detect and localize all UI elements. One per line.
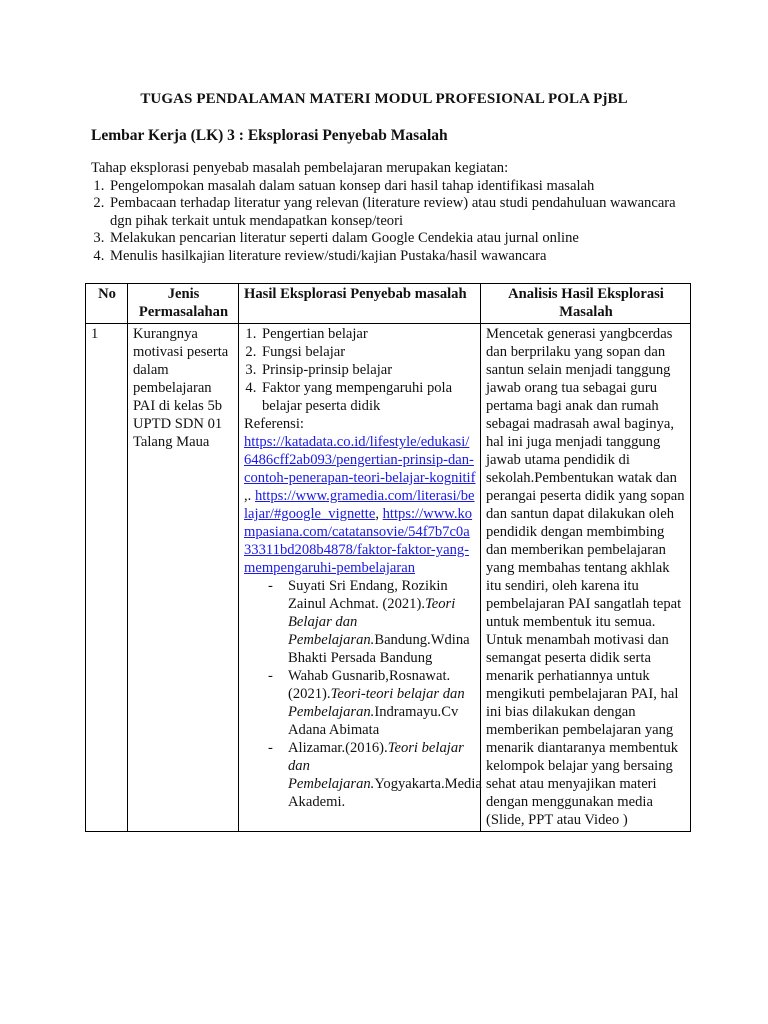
header-no: No bbox=[86, 284, 128, 324]
book-publisher: Bandung.Wdina Bhakti Persada Bandung bbox=[288, 632, 470, 666]
intro-section bbox=[91, 160, 691, 265]
steps-list bbox=[91, 178, 691, 266]
header-problem-type: Jenis Permasalahan bbox=[128, 284, 239, 324]
book-title: Teori Belajar dan Pembelajaran. bbox=[288, 596, 456, 648]
book-authors: Suyati Sri Endang, Rozikin Zainul Achmat. (2021). bbox=[288, 578, 448, 612]
book-authors: Wahab Gusnarib,Rosnawat.(2021). bbox=[288, 668, 451, 702]
link-separator: ,. bbox=[244, 488, 252, 504]
step-item: 1. Pengelompokan masalah dalam satuan konsep dari hasil tahap identifikasi masalah bbox=[108, 178, 691, 196]
book-publisher: Indramayu.Cv Adana Abimata bbox=[288, 704, 459, 738]
book-title: Teori-teori belajar dan Pembelajaran. bbox=[288, 686, 465, 720]
reference-link[interactable]: https://katadata.co.id/lifestyle/edukasi/6486cff2ab093/pengertian-prinsip-dan-contoh-penerapan-teori-belajar-kognitif bbox=[244, 434, 476, 486]
problem-cell: Kurangnya motivasi peserta dalam pembelajaran PAI di kelas 5b UPTD SDN 01 Talang Maua bbox=[128, 324, 239, 832]
table-row bbox=[86, 324, 691, 832]
book-item bbox=[244, 667, 476, 739]
reference-link[interactable]: https://www.kompasiana.com/catatansovie/54f7b7c0a33311bd208b4878/faktor-faktor-yang-mempengaruhi-pembelajaran bbox=[244, 506, 473, 576]
analysis-cell: Mencetak generasi yangbcerdas dan berprilaku yang sopan dan santun selain menjadi tanggung jawab orang tua sebagai guru pertama bagi anak dan rumah sebagai madrasah awal baginya, hal ini juga menjadi tanggung jawab utama pendidik di sekolah.Pembentukan watak dan perangai peserta didik yang sopan dan santun dapat dilakukan oleh pendidik dengan membimbing dan memberikan pembelajaran yang membahas tentang akhlak itu sendiri, oleh karena itu pembelajaran PAI sangatlah tepat untuk membentuk itu semua. Untuk menambah motivasi dan semangat peserta didik serta menarik perhatiannya untuk mengikuti pembelajaran PAI, hal ini bias dilakukan dengan memberikan pembelajaran yang menarik diantaranya membentuk kelompok belajar yang bersaing sehat atau menyajikan materi dengan menggunakan media (Slide, PPT atau Video ) bbox=[481, 324, 691, 832]
step-item: 4. Menulis hasilkajian literature review/studi/kajian Pustaka/hasil wawancara bbox=[108, 248, 691, 266]
reference-links bbox=[244, 433, 476, 577]
book-item bbox=[244, 739, 482, 811]
point-item: 2. Fungsi belajar bbox=[260, 343, 476, 361]
header-analysis: Analisis Hasil Eksplorasi Masalah bbox=[481, 284, 691, 324]
book-list bbox=[244, 577, 482, 811]
exploration-cell bbox=[239, 324, 481, 832]
row-number: 1 bbox=[86, 324, 128, 832]
point-item: 1. Pengertian belajar bbox=[260, 325, 476, 343]
step-item: 3. Melakukan pencarian literatur seperti dalam Google Cendekia atau jurnal online bbox=[108, 230, 691, 248]
book-item bbox=[244, 577, 476, 667]
book-publisher: Yogyakarta.Media Akademi. bbox=[288, 776, 482, 810]
book-title: Teori belajar dan Pembelajaran. bbox=[288, 740, 464, 792]
book-authors: Alizamar.(2016). bbox=[288, 740, 388, 756]
references-label: Referensi: bbox=[244, 416, 304, 432]
worksheet-subtitle: Lembar Kerja (LK) 3 : Eksplorasi Penyebab Masalah bbox=[91, 127, 448, 144]
step-item: 2. Pembacaan terhadap literatur yang relevan (literature review) atau studi pendahuluan wawancara dgn pihak terkait untuk mendapatkan konsep/teori bbox=[108, 195, 691, 230]
intro-text: Tahap eksplorasi penyebab masalah pembelajaran merupakan kegiatan: bbox=[91, 160, 509, 176]
header-exploration-result: Hasil Eksplorasi Penyebab masalah bbox=[239, 284, 481, 324]
point-item: 3. Prinsip-prinsip belajar bbox=[260, 361, 476, 379]
reference-link[interactable]: https://www.gramedia.com/literasi/belajar/#google_vignette bbox=[244, 488, 475, 522]
document-title: TUGAS PENDALAMAN MATERI MODUL PROFESIONAL POLA PjBL bbox=[140, 91, 628, 107]
link-separator: , bbox=[375, 506, 379, 522]
table-header-row bbox=[86, 284, 691, 324]
points-list bbox=[244, 325, 476, 415]
point-item: 4. Faktor yang mempengaruhi pola belajar peserta didik bbox=[260, 379, 476, 415]
exploration-table bbox=[85, 283, 691, 832]
